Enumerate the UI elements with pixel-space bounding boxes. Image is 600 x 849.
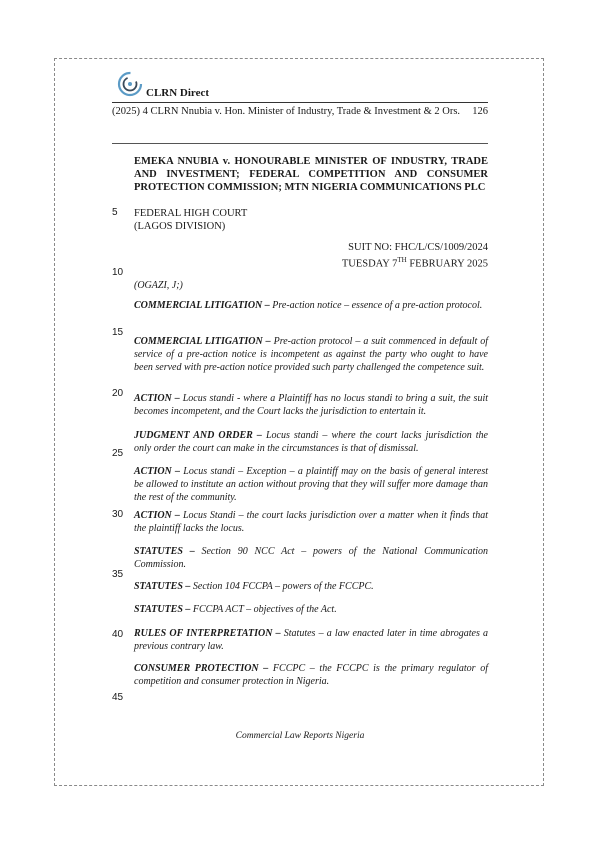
line-number: 40 — [112, 629, 124, 640]
catchword-8 — [134, 580, 488, 593]
catchword-head: STATUTES – — [134, 581, 191, 592]
catchword-4 — [134, 429, 488, 455]
catchword-head: ACTION – — [134, 510, 180, 521]
catchword-text: Section 90 NCC Act – powers of the National Communication Commission. — [134, 546, 488, 570]
catchword-head: COMMERCIAL LITIGATION – — [134, 300, 270, 311]
catchword-text: Locus standi – where the court lacks jurisdiction the only order the court can make in the circumstances is that of dismissal. — [134, 430, 489, 454]
catchword-head: STATUTES – — [134, 546, 195, 557]
judgment-date: TUESDAY 7TH FEBRUARY 2025 — [341, 256, 488, 270]
catchword-5 — [134, 465, 488, 504]
brand-name: CLRN Direct — [146, 87, 210, 99]
catchword-6 — [134, 509, 488, 535]
content-rule — [112, 143, 488, 144]
catchword-head: COMMERCIAL LITIGATION – — [134, 336, 271, 347]
catchword-11 — [134, 662, 488, 688]
catchword-1 — [134, 299, 488, 312]
court-line-2: (LAGOS DIVISION) — [134, 221, 226, 232]
catchword-2 — [134, 335, 488, 374]
catchword-7 — [134, 545, 488, 571]
line-number: 5 — [112, 207, 118, 218]
suit-details — [134, 241, 488, 271]
catchword-9 — [134, 603, 488, 616]
case-parties: EMEKA NNUBIA v. HONOURABLE MINISTER OF INDUSTRY, TRADE AND INVESTMENT; FEDERAL COMPETITION AND CONSUMER PROTECTION COMMISSION; MTN NIGERIA COMMUNICATIONS PLC — [134, 156, 488, 193]
court-line-1: FEDERAL HIGH COURT — [134, 208, 248, 219]
judge-name: (OGAZI, J;) — [134, 280, 183, 291]
catchword-text: Statutes – a law enacted later in time abrogates a previous contrary law. — [134, 628, 489, 652]
line-number: 30 — [112, 509, 124, 520]
header-rule — [112, 102, 488, 103]
line-number: 15 — [112, 327, 124, 338]
line-number: 10 — [112, 267, 124, 278]
line-number: 25 — [112, 448, 124, 459]
catchword-text: FCCPC – the FCCPC is the primary regulator of competition and consumer protection in Nigeria. — [134, 663, 488, 687]
catchword-head: RULES OF INTERPRETATION – — [134, 628, 281, 639]
catchword-text: Section 104 FCCPA – powers of the FCCPC. — [190, 581, 374, 592]
page-number: 126 — [472, 106, 488, 117]
line-number: 35 — [112, 569, 124, 580]
catchword-text: Locus Standi – the court lacks jurisdiction over a matter when it finds that the plaintiff lacks the locus. — [134, 510, 488, 534]
catchword-head: ACTION – — [134, 466, 181, 477]
catchword-head: CONSUMER PROTECTION – — [134, 663, 269, 674]
catchword-text: Locus standi - where a Plaintiff has no locus standi to bring a suit, the suit becomes incompetent, and the Court lacks the jurisdiction to entertain it. — [134, 393, 488, 417]
catchword-text: Locus standi – Exception – a plaintiff may on the basis of general interest be allowed to institute an action without proving that they will suffer more damage than the rest of the community. — [134, 466, 488, 503]
suit-number: SUIT NO: FHC/L/CS/1009/2024 — [348, 242, 488, 253]
line-number: 20 — [112, 388, 124, 399]
catchword-text: Pre-action protocol – a suit commenced in default of service of a pre-action notice is incompetent as against the party who ought to have been served with pre-action notice provided such party challenged the competence suit. — [134, 336, 488, 373]
catchword-3 — [134, 392, 488, 418]
catchword-head: JUDGMENT AND ORDER – — [134, 430, 262, 441]
page-footer: Commercial Law Reports Nigeria — [235, 731, 365, 741]
catchword-10 — [134, 627, 488, 653]
citation-text: (2025) 4 CLRN Nnubia v. Hon. Minister of Industry, Trade & Investment & 2 Ors. — [112, 106, 461, 117]
line-number: 45 — [112, 692, 124, 703]
clrn-logo-icon — [116, 70, 144, 98]
court-name — [134, 207, 247, 233]
catchword-text: Pre-action notice – essence of a pre-action protocol. — [269, 300, 483, 311]
running-citation — [112, 106, 488, 117]
catchword-head: ACTION – — [134, 393, 180, 404]
catchword-head: STATUTES – — [134, 604, 191, 615]
catchword-text: FCCPA ACT – objectives of the Act. — [190, 604, 337, 615]
